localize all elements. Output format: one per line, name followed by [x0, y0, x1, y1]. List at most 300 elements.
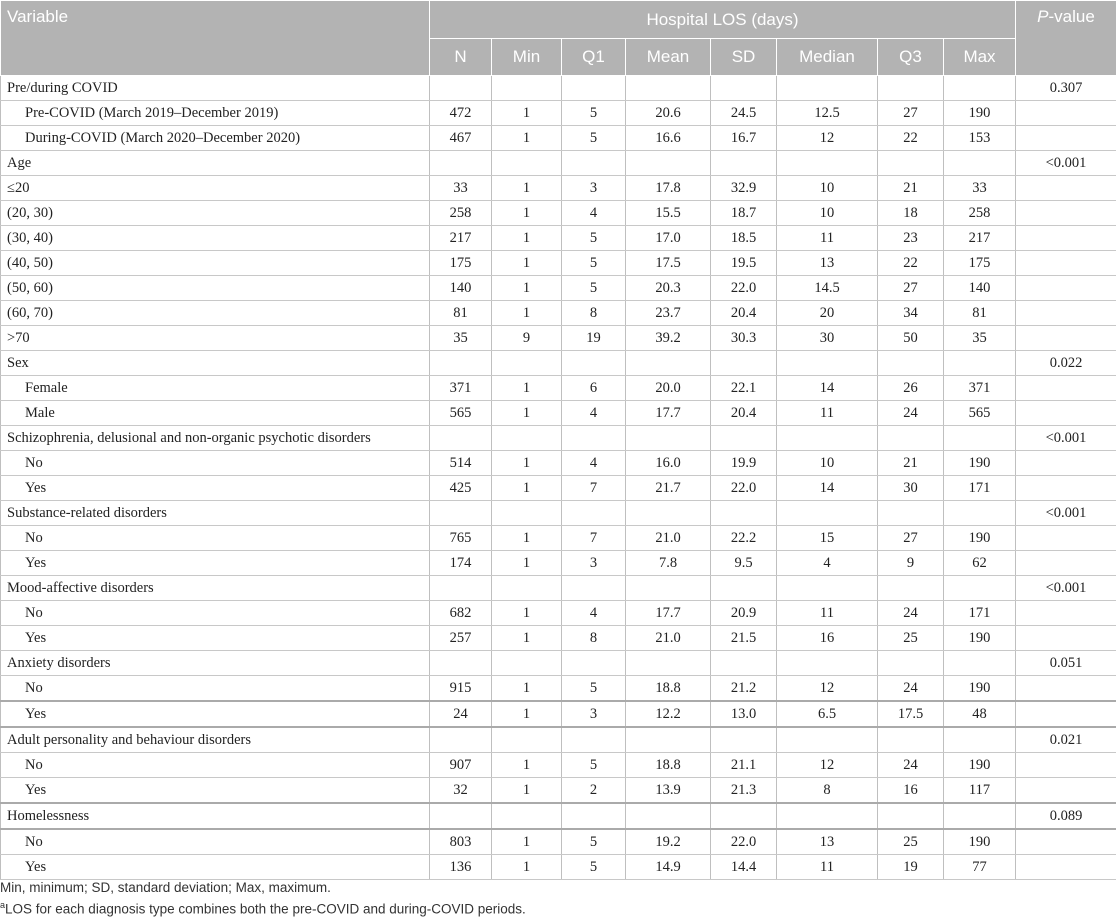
- cell-q1: 4: [562, 201, 626, 226]
- cell-q3: 23: [878, 226, 944, 251]
- cell-median: 6.5: [777, 701, 878, 727]
- table-row: [1, 176, 1116, 201]
- cell-max: 140: [944, 276, 1016, 301]
- cell-median: 4: [777, 551, 878, 576]
- cell-mean: 17.7: [626, 401, 711, 426]
- cell-sd: 22.0: [711, 829, 777, 855]
- row-label: Yes: [1, 476, 430, 501]
- table-row: [1, 226, 1116, 251]
- header-variable: Variable: [1, 1, 430, 76]
- cell-q1: [562, 151, 626, 176]
- cell-max: [944, 576, 1016, 601]
- cell-p-value: <0.001: [1016, 426, 1116, 451]
- cell-max: 62: [944, 551, 1016, 576]
- cell-sd: 9.5: [711, 551, 777, 576]
- cell-q1: [562, 651, 626, 676]
- cell-min: 1: [492, 276, 562, 301]
- cell-p-value: [1016, 251, 1116, 276]
- cell-q1: [562, 76, 626, 101]
- cell-max: [944, 151, 1016, 176]
- cell-median: 11: [777, 855, 878, 880]
- cell-sd: 16.7: [711, 126, 777, 151]
- cell-mean: 20.3: [626, 276, 711, 301]
- cell-mean: 23.7: [626, 301, 711, 326]
- header-col-n: N: [430, 39, 492, 76]
- cell-n: 257: [430, 626, 492, 651]
- table-row: [1, 126, 1116, 151]
- row-label: Schizophrenia, delusional and non-organic psychotic disorders: [1, 426, 430, 451]
- cell-q1: 5: [562, 829, 626, 855]
- cell-q1: 5: [562, 101, 626, 126]
- cell-p-value: [1016, 701, 1116, 727]
- row-label: Adult personality and behaviour disorders: [1, 727, 430, 753]
- cell-max: 190: [944, 753, 1016, 778]
- cell-mean: [626, 651, 711, 676]
- cell-n: [430, 351, 492, 376]
- footnote-abbreviations: Min, minimum; SD, standard deviation; Max, maximum.: [0, 880, 331, 895]
- cell-mean: 19.2: [626, 829, 711, 855]
- cell-p-value: [1016, 326, 1116, 351]
- table-row: [1, 76, 1116, 101]
- table-row: [1, 676, 1116, 702]
- row-label: Yes: [1, 551, 430, 576]
- cell-q1: 5: [562, 276, 626, 301]
- cell-q1: 5: [562, 753, 626, 778]
- cell-median: 12.5: [777, 101, 878, 126]
- cell-q1: 8: [562, 301, 626, 326]
- cell-q3: [878, 576, 944, 601]
- cell-n: [430, 501, 492, 526]
- cell-q3: [878, 426, 944, 451]
- cell-min: 1: [492, 176, 562, 201]
- cell-sd: [711, 501, 777, 526]
- cell-n: [430, 727, 492, 753]
- cell-p-value: [1016, 526, 1116, 551]
- cell-n: 472: [430, 101, 492, 126]
- cell-p-value: 0.021: [1016, 727, 1116, 753]
- cell-q3: 27: [878, 276, 944, 301]
- cell-n: 24: [430, 701, 492, 727]
- table-row: [1, 326, 1116, 351]
- cell-q1: 4: [562, 451, 626, 476]
- table-row: [1, 626, 1116, 651]
- cell-p-value: [1016, 101, 1116, 126]
- cell-median: [777, 501, 878, 526]
- cell-sd: [711, 426, 777, 451]
- cell-q3: 21: [878, 176, 944, 201]
- cell-sd: 21.3: [711, 778, 777, 804]
- table-header: [1, 1, 1116, 76]
- cell-min: 1: [492, 778, 562, 804]
- cell-n: [430, 426, 492, 451]
- cell-min: 1: [492, 226, 562, 251]
- cell-min: [492, 76, 562, 101]
- cell-median: 10: [777, 201, 878, 226]
- table-row: [1, 576, 1116, 601]
- cell-max: 171: [944, 476, 1016, 501]
- cell-p-value: [1016, 778, 1116, 804]
- cell-sd: 32.9: [711, 176, 777, 201]
- table-row: [1, 201, 1116, 226]
- cell-q3: 27: [878, 526, 944, 551]
- cell-n: 140: [430, 276, 492, 301]
- cell-max: 190: [944, 101, 1016, 126]
- cell-min: 1: [492, 451, 562, 476]
- cell-q1: 5: [562, 676, 626, 702]
- header-p-value: [1016, 1, 1116, 76]
- cell-sd: 30.3: [711, 326, 777, 351]
- table-row: [1, 701, 1116, 727]
- cell-q3: [878, 76, 944, 101]
- cell-median: 11: [777, 401, 878, 426]
- cell-median: 15: [777, 526, 878, 551]
- cell-min: 1: [492, 829, 562, 855]
- cell-min: [492, 151, 562, 176]
- header-p-letter: P: [1037, 7, 1049, 26]
- row-label: No: [1, 829, 430, 855]
- cell-q1: 7: [562, 526, 626, 551]
- cell-q3: 50: [878, 326, 944, 351]
- cell-q1: [562, 576, 626, 601]
- cell-n: 81: [430, 301, 492, 326]
- cell-p-value: [1016, 551, 1116, 576]
- cell-max: [944, 727, 1016, 753]
- table-row: [1, 151, 1116, 176]
- cell-n: 174: [430, 551, 492, 576]
- cell-median: 12: [777, 126, 878, 151]
- cell-n: 136: [430, 855, 492, 880]
- cell-max: [944, 501, 1016, 526]
- cell-sd: 21.2: [711, 676, 777, 702]
- cell-min: 1: [492, 626, 562, 651]
- cell-min: 1: [492, 526, 562, 551]
- cell-min: [492, 501, 562, 526]
- cell-mean: 20.0: [626, 376, 711, 401]
- cell-q3: 25: [878, 626, 944, 651]
- cell-q3: 24: [878, 676, 944, 702]
- row-label: Pre/during COVID: [1, 76, 430, 101]
- cell-min: [492, 351, 562, 376]
- cell-min: 1: [492, 601, 562, 626]
- cell-n: [430, 803, 492, 829]
- cell-q1: 2: [562, 778, 626, 804]
- cell-mean: [626, 576, 711, 601]
- cell-q3: 18: [878, 201, 944, 226]
- cell-mean: 16.6: [626, 126, 711, 151]
- header-col-max: Max: [944, 39, 1016, 76]
- cell-p-value: [1016, 301, 1116, 326]
- cell-q1: [562, 727, 626, 753]
- cell-median: 8: [777, 778, 878, 804]
- cell-q1: 8: [562, 626, 626, 651]
- cell-median: 16: [777, 626, 878, 651]
- cell-q3: [878, 727, 944, 753]
- table-row: [1, 301, 1116, 326]
- cell-sd: 24.5: [711, 101, 777, 126]
- cell-min: 1: [492, 201, 562, 226]
- cell-p-value: [1016, 401, 1116, 426]
- cell-max: 77: [944, 855, 1016, 880]
- cell-max: 35: [944, 326, 1016, 351]
- cell-max: [944, 351, 1016, 376]
- cell-n: 907: [430, 753, 492, 778]
- row-label: (60, 70): [1, 301, 430, 326]
- cell-mean: 17.7: [626, 601, 711, 626]
- cell-n: 175: [430, 251, 492, 276]
- cell-mean: 15.5: [626, 201, 711, 226]
- cell-n: 32: [430, 778, 492, 804]
- cell-mean: 17.0: [626, 226, 711, 251]
- row-label: Female: [1, 376, 430, 401]
- row-label: Mood-affective disorders: [1, 576, 430, 601]
- cell-q1: [562, 351, 626, 376]
- cell-q1: [562, 426, 626, 451]
- cell-mean: [626, 727, 711, 753]
- table-row: [1, 351, 1116, 376]
- cell-mean: 13.9: [626, 778, 711, 804]
- cell-q3: 9: [878, 551, 944, 576]
- cell-mean: 39.2: [626, 326, 711, 351]
- cell-q1: [562, 803, 626, 829]
- cell-p-value: <0.001: [1016, 501, 1116, 526]
- cell-q1: 5: [562, 855, 626, 880]
- cell-median: 20: [777, 301, 878, 326]
- cell-sd: [711, 727, 777, 753]
- cell-n: 258: [430, 201, 492, 226]
- cell-max: 190: [944, 451, 1016, 476]
- table-row: [1, 778, 1116, 804]
- cell-p-value: <0.001: [1016, 151, 1116, 176]
- table-row: [1, 501, 1116, 526]
- cell-q3: 22: [878, 126, 944, 151]
- cell-p-value: 0.089: [1016, 803, 1116, 829]
- cell-sd: [711, 576, 777, 601]
- cell-n: 915: [430, 676, 492, 702]
- table-row: [1, 251, 1116, 276]
- cell-min: [492, 651, 562, 676]
- cell-p-value: [1016, 676, 1116, 702]
- row-label: (30, 40): [1, 226, 430, 251]
- row-label: Yes: [1, 701, 430, 727]
- cell-median: [777, 426, 878, 451]
- row-label: Homelessness: [1, 803, 430, 829]
- cell-mean: 21.0: [626, 626, 711, 651]
- cell-max: 190: [944, 676, 1016, 702]
- cell-median: [777, 576, 878, 601]
- footnote-text: LOS for each diagnosis type combines both the pre-COVID and during-COVID periods.: [5, 901, 526, 917]
- cell-min: 1: [492, 676, 562, 702]
- row-label: Yes: [1, 626, 430, 651]
- row-label: Age: [1, 151, 430, 176]
- cell-n: 803: [430, 829, 492, 855]
- cell-sd: 20.4: [711, 401, 777, 426]
- cell-n: 35: [430, 326, 492, 351]
- cell-n: 217: [430, 226, 492, 251]
- cell-min: 1: [492, 251, 562, 276]
- cell-q1: 3: [562, 701, 626, 727]
- header-col-mean: Mean: [626, 39, 711, 76]
- cell-mean: 7.8: [626, 551, 711, 576]
- cell-sd: [711, 803, 777, 829]
- cell-q1: [562, 501, 626, 526]
- cell-q1: 4: [562, 601, 626, 626]
- cell-n: 33: [430, 176, 492, 201]
- cell-q1: 5: [562, 226, 626, 251]
- cell-min: [492, 803, 562, 829]
- cell-mean: 16.0: [626, 451, 711, 476]
- cell-q1: 3: [562, 551, 626, 576]
- row-label: (20, 30): [1, 201, 430, 226]
- cell-sd: 14.4: [711, 855, 777, 880]
- cell-median: 14: [777, 476, 878, 501]
- table-row: [1, 753, 1116, 778]
- cell-max: 258: [944, 201, 1016, 226]
- cell-q1: 6: [562, 376, 626, 401]
- cell-q1: 3: [562, 176, 626, 201]
- cell-n: [430, 651, 492, 676]
- header-p-rest: -value: [1048, 7, 1095, 26]
- cell-p-value: [1016, 855, 1116, 880]
- cell-p-value: [1016, 626, 1116, 651]
- table-row: [1, 401, 1116, 426]
- cell-max: [944, 651, 1016, 676]
- cell-q1: 19: [562, 326, 626, 351]
- cell-n: 467: [430, 126, 492, 151]
- cell-q1: 7: [562, 476, 626, 501]
- table-row: [1, 601, 1116, 626]
- cell-q3: 25: [878, 829, 944, 855]
- cell-min: 1: [492, 376, 562, 401]
- cell-p-value: [1016, 476, 1116, 501]
- cell-min: 1: [492, 126, 562, 151]
- cell-mean: 18.8: [626, 753, 711, 778]
- cell-median: 11: [777, 601, 878, 626]
- cell-p-value: [1016, 601, 1116, 626]
- row-label: No: [1, 526, 430, 551]
- cell-p-value: [1016, 276, 1116, 301]
- cell-median: [777, 803, 878, 829]
- header-col-min: Min: [492, 39, 562, 76]
- cell-p-value: [1016, 126, 1116, 151]
- cell-sd: [711, 151, 777, 176]
- cell-min: 1: [492, 476, 562, 501]
- cell-n: 682: [430, 601, 492, 626]
- table-row: [1, 803, 1116, 829]
- cell-max: 33: [944, 176, 1016, 201]
- cell-median: 11: [777, 226, 878, 251]
- cell-sd: 22.2: [711, 526, 777, 551]
- cell-median: 13: [777, 251, 878, 276]
- cell-min: [492, 426, 562, 451]
- cell-median: [777, 651, 878, 676]
- cell-sd: 20.4: [711, 301, 777, 326]
- row-label: During-COVID (March 2020–December 2020): [1, 126, 430, 151]
- header-col-q3: Q3: [878, 39, 944, 76]
- cell-p-value: [1016, 829, 1116, 855]
- cell-max: 117: [944, 778, 1016, 804]
- table-row: [1, 426, 1116, 451]
- cell-median: 10: [777, 451, 878, 476]
- cell-sd: [711, 351, 777, 376]
- cell-median: [777, 351, 878, 376]
- table-row: [1, 551, 1116, 576]
- row-label: Substance-related disorders: [1, 501, 430, 526]
- cell-n: 565: [430, 401, 492, 426]
- cell-p-value: [1016, 176, 1116, 201]
- cell-q3: 16: [878, 778, 944, 804]
- cell-q3: 27: [878, 101, 944, 126]
- table-row: [1, 276, 1116, 301]
- table-row: [1, 651, 1116, 676]
- cell-n: [430, 151, 492, 176]
- cell-sd: 19.5: [711, 251, 777, 276]
- cell-sd: 22.0: [711, 476, 777, 501]
- cell-q3: 30: [878, 476, 944, 501]
- cell-q3: 17.5: [878, 701, 944, 727]
- table-row: [1, 829, 1116, 855]
- row-label: Sex: [1, 351, 430, 376]
- cell-q3: 22: [878, 251, 944, 276]
- row-label: Pre-COVID (March 2019–December 2019): [1, 101, 430, 126]
- cell-mean: [626, 501, 711, 526]
- cell-median: [777, 727, 878, 753]
- cell-min: [492, 727, 562, 753]
- cell-mean: [626, 151, 711, 176]
- cell-q3: 19: [878, 855, 944, 880]
- cell-mean: [626, 76, 711, 101]
- row-label: No: [1, 676, 430, 702]
- cell-sd: 18.5: [711, 226, 777, 251]
- cell-max: 190: [944, 526, 1016, 551]
- cell-q3: [878, 151, 944, 176]
- cell-median: [777, 151, 878, 176]
- table-row: [1, 727, 1116, 753]
- cell-sd: 21.5: [711, 626, 777, 651]
- cell-p-value: 0.051: [1016, 651, 1116, 676]
- row-label: Yes: [1, 778, 430, 804]
- cell-q3: 26: [878, 376, 944, 401]
- table-row: [1, 451, 1116, 476]
- cell-q3: [878, 803, 944, 829]
- cell-sd: 20.9: [711, 601, 777, 626]
- row-label: No: [1, 753, 430, 778]
- cell-mean: 14.9: [626, 855, 711, 880]
- cell-n: 765: [430, 526, 492, 551]
- table-row: [1, 101, 1116, 126]
- row-label: No: [1, 451, 430, 476]
- cell-max: 371: [944, 376, 1016, 401]
- header-col-sd: SD: [711, 39, 777, 76]
- cell-min: 1: [492, 101, 562, 126]
- cell-p-value: [1016, 376, 1116, 401]
- cell-q3: 34: [878, 301, 944, 326]
- cell-max: 565: [944, 401, 1016, 426]
- cell-n: 425: [430, 476, 492, 501]
- row-label: Anxiety disorders: [1, 651, 430, 676]
- cell-max: 48: [944, 701, 1016, 727]
- cell-max: [944, 426, 1016, 451]
- cell-median: 13: [777, 829, 878, 855]
- table-row: [1, 476, 1116, 501]
- cell-sd: 18.7: [711, 201, 777, 226]
- cell-min: 1: [492, 401, 562, 426]
- cell-max: [944, 76, 1016, 101]
- table-row: [1, 526, 1116, 551]
- cell-n: 371: [430, 376, 492, 401]
- cell-sd: [711, 76, 777, 101]
- cell-q3: 24: [878, 753, 944, 778]
- cell-max: 81: [944, 301, 1016, 326]
